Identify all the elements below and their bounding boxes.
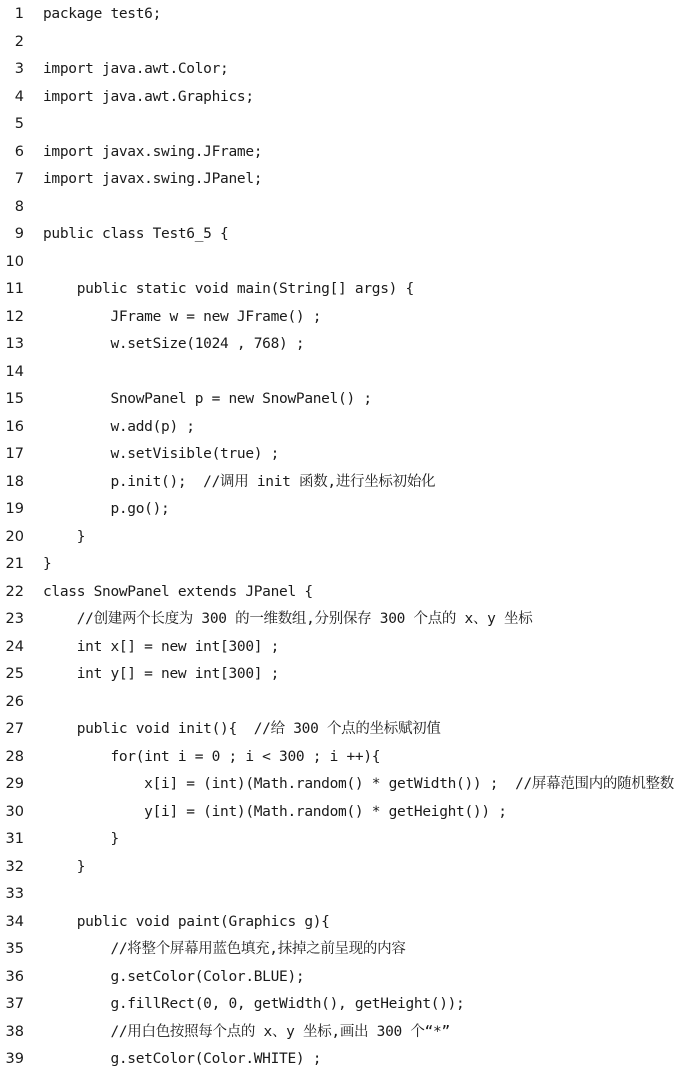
code-text: } <box>43 556 52 572</box>
code-line <box>0 605 700 633</box>
code-line <box>0 743 700 771</box>
code-line <box>0 468 700 496</box>
line-number: 4 <box>14 88 24 105</box>
code-line <box>0 908 700 936</box>
line-number: 5 <box>14 116 24 132</box>
code-text: x[i] = (int)(Math.random() * getWidth()) ; //屏幕范围内的随机整数 <box>43 776 674 792</box>
line-number: 36 <box>5 968 24 985</box>
code-text: p.go(); <box>43 501 170 517</box>
code-text: import javax.swing.JFrame; <box>43 143 263 160</box>
code-line <box>0 770 700 798</box>
code-text: public void paint(Graphics g){ <box>43 913 330 930</box>
line-number: 19 <box>5 501 24 517</box>
code-text: } <box>43 831 119 847</box>
code-text: //将整个屏幕用蓝色填充,抹掉之前呈现的内容 <box>43 941 406 957</box>
code-text: class SnowPanel extends JPanel { <box>43 583 313 600</box>
code-text: w.setSize(1024 , 768) ; <box>43 336 305 352</box>
code-text: import java.awt.Graphics; <box>43 88 254 105</box>
line-number: 3 <box>14 61 24 77</box>
code-line <box>0 220 700 248</box>
code-line <box>0 193 700 221</box>
line-number: 35 <box>5 941 24 957</box>
code-line <box>0 28 700 56</box>
line-number: 30 <box>5 803 24 820</box>
line-number: 23 <box>5 611 24 627</box>
code-line <box>0 660 700 688</box>
code-line <box>0 110 700 138</box>
line-number: 26 <box>5 693 24 710</box>
code-line <box>0 963 700 991</box>
line-number: 38 <box>5 1023 24 1040</box>
code-line <box>0 358 700 386</box>
code-line <box>0 138 700 166</box>
line-number: 34 <box>5 913 24 930</box>
code-text: g.fillRect(0, 0, getWidth(), getHeight()); <box>43 996 465 1012</box>
code-line <box>0 688 700 716</box>
code-text: SnowPanel p = new SnowPanel() ; <box>43 391 372 407</box>
code-text: public void init(){ //给 300 个点的坐标赋初值 <box>43 721 441 737</box>
code-line <box>0 880 700 908</box>
line-number: 24 <box>5 638 24 655</box>
code-line <box>0 165 700 193</box>
line-number: 22 <box>5 583 24 600</box>
line-number: 37 <box>5 996 24 1012</box>
code-text: for(int i = 0 ; i < 300 ; i ++){ <box>43 748 381 765</box>
code-line <box>0 715 700 743</box>
code-text: import javax.swing.JPanel; <box>43 171 263 187</box>
code-line <box>0 495 700 523</box>
code-line <box>0 523 700 551</box>
code-line <box>0 633 700 661</box>
code-line <box>0 990 700 1018</box>
line-number: 32 <box>5 858 24 875</box>
code-text: } <box>43 528 86 545</box>
code-text: //创建两个长度为 300 的一维数组,分别保存 300 个点的 x、y 坐标 <box>43 611 533 627</box>
code-line <box>0 413 700 441</box>
code-text: int y[] = new int[300] ; <box>43 666 280 682</box>
line-number: 16 <box>5 418 24 435</box>
code-text: int x[] = new int[300] ; <box>43 638 280 655</box>
line-number: 13 <box>5 336 24 352</box>
code-line <box>0 275 700 303</box>
code-line <box>0 935 700 963</box>
code-text: y[i] = (int)(Math.random() * getHeight()) ; <box>43 803 507 820</box>
code-text: w.add(p) ; <box>43 418 195 435</box>
code-text: g.setColor(Color.BLUE); <box>43 968 305 985</box>
line-number: 20 <box>5 528 24 545</box>
line-number: 8 <box>14 198 24 215</box>
line-number: 17 <box>5 446 24 462</box>
code-line <box>0 83 700 111</box>
line-number: 15 <box>5 391 24 407</box>
line-number: 31 <box>5 831 24 847</box>
line-number: 39 <box>5 1051 24 1067</box>
line-number: 33 <box>5 886 24 902</box>
code-line <box>0 550 700 578</box>
code-line <box>0 1045 700 1072</box>
line-number: 6 <box>14 143 24 160</box>
code-line <box>0 798 700 826</box>
code-line <box>0 578 700 606</box>
line-number: 14 <box>5 363 24 380</box>
code-text: w.setVisible(true) ; <box>43 446 280 462</box>
code-line <box>0 825 700 853</box>
code-text: //用白色按照每个点的 x、y 坐标,画出 300 个“*” <box>43 1023 450 1040</box>
code-line <box>0 853 700 881</box>
code-line <box>0 55 700 83</box>
line-number: 29 <box>5 776 24 792</box>
code-line <box>0 248 700 276</box>
code-line <box>0 303 700 331</box>
code-line <box>0 1018 700 1046</box>
line-number: 25 <box>5 666 24 682</box>
code-text: import java.awt.Color; <box>43 61 229 77</box>
code-text: p.init(); //调用 init 函数,进行坐标初始化 <box>43 473 436 490</box>
code-text: } <box>43 858 86 875</box>
code-text: public static void main(String[] args) { <box>43 281 414 297</box>
code-line <box>0 330 700 358</box>
line-number: 2 <box>14 33 24 50</box>
line-number: 10 <box>5 253 24 270</box>
line-number: 12 <box>5 308 24 325</box>
line-number: 7 <box>14 171 24 187</box>
line-number: 1 <box>14 6 24 22</box>
line-number: 21 <box>5 556 24 572</box>
line-number: 18 <box>5 473 24 490</box>
code-text: g.setColor(Color.WHITE) ; <box>43 1051 322 1067</box>
code-line <box>0 0 700 28</box>
line-number: 27 <box>5 721 24 737</box>
line-number: 28 <box>5 748 24 765</box>
code-text: package test6; <box>43 6 162 22</box>
code-text: public class Test6_5 { <box>43 226 229 242</box>
line-number: 11 <box>5 281 24 297</box>
code-text: JFrame w = new JFrame() ; <box>43 308 322 325</box>
line-number: 9 <box>14 226 24 242</box>
code-line <box>0 385 700 413</box>
code-line <box>0 440 700 468</box>
